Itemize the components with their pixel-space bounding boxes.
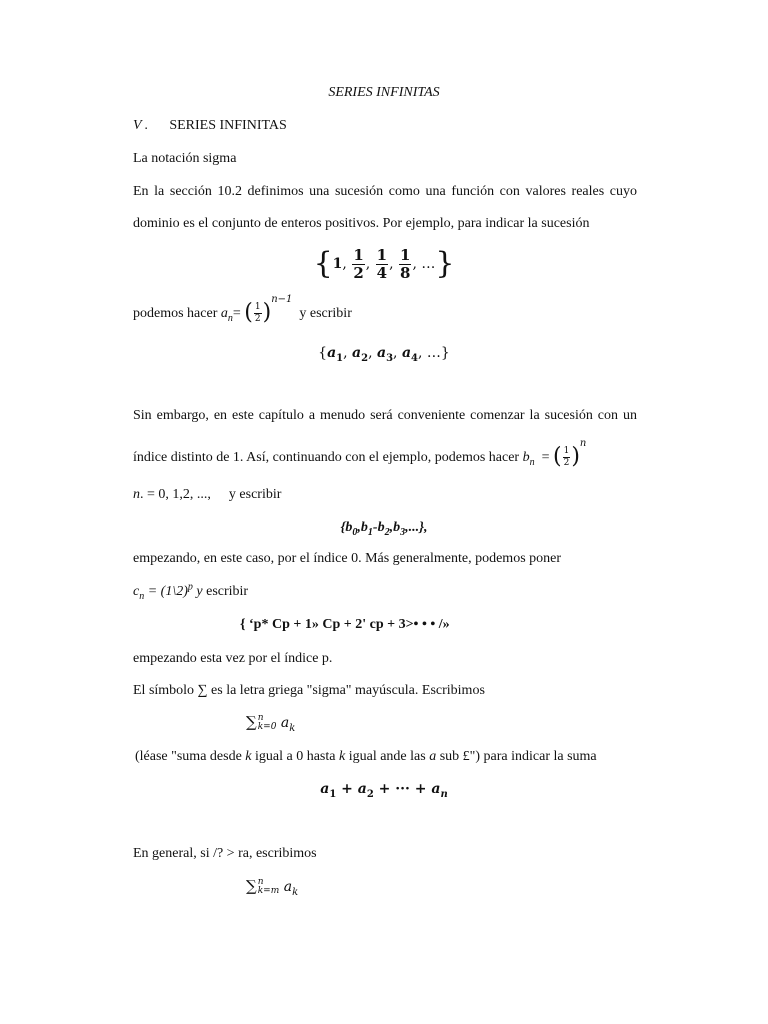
formula-line: índice distinto de 1. Así, continuando con el ejemplo, podemos hacer $b_n$ = ( $\frac{1}{2}$ )$^n$ — [133, 438, 587, 469]
paragraph-line: En general, si /? > ra, escribimos — [133, 846, 317, 861]
sequence-formula: {1, $\frac{1}{2}$ , $\frac{1}{4}$ , $\frac{1}{8}$ , …} — [313, 245, 455, 282]
formula-line: $c_n$ = (1\2)$^p$ y escribir — [133, 581, 249, 602]
paragraph-line: Sin embargo, en este capítulo a menudo será conveniente comenzar la sucesión con un — [133, 408, 637, 423]
sum-expansion: $a_1 + a_2$ + ··· + $a_n$ — [320, 781, 448, 800]
paragraph-line: (léase "suma desde k igual a 0 hasta k igual ande las a sub £") para indicar la suma — [135, 749, 597, 764]
sum-formula: ∑ n k=0 $a_k$ — [246, 713, 296, 734]
paragraph-line: En la sección 10.2 definimos una sucesión como una función con valores reales cuyo — [133, 184, 637, 199]
subheading: La notación sigma — [133, 151, 237, 166]
sequence-formula: $\{b_0,b_1-b_2,b_3,...\}$, — [340, 520, 428, 538]
sequence-formula: {$a_1$, $a_2$, $a_3$, $a_4$, …} — [318, 345, 450, 364]
page-title: SERIES INFINITAS — [328, 85, 440, 100]
paragraph-line: dominio es el conjunto de enteros positivos. Por ejemplo, para indicar la sucesión — [133, 216, 590, 231]
index-line: n. = 0, 1,2, ..., y escribir — [133, 487, 282, 502]
paragraph-line: empezando, en este caso, por el índice 0. Más generalmente, podemos poner — [133, 551, 562, 566]
section-title: SERIES INFINITAS — [169, 118, 287, 133]
paragraph-line: El símbolo ∑ es la letra griega "sigma" mayúscula. Escribimos — [133, 683, 485, 698]
sum-formula: ∑ n k=m $a_k$ — [246, 877, 299, 898]
section-heading — [133, 117, 287, 135]
garbled-formula: { ‘p* Cp + 1» Cp + 2' cp + 3>• • • /» — [240, 617, 450, 632]
paragraph-line: empezando esta vez por el índice p. — [133, 651, 333, 666]
formula-line: podemos hacer $a_n=$ ( $\frac{1}{2}$ )$^{n-1}$ y escribir — [133, 294, 352, 325]
section-number: V . — [133, 118, 149, 133]
